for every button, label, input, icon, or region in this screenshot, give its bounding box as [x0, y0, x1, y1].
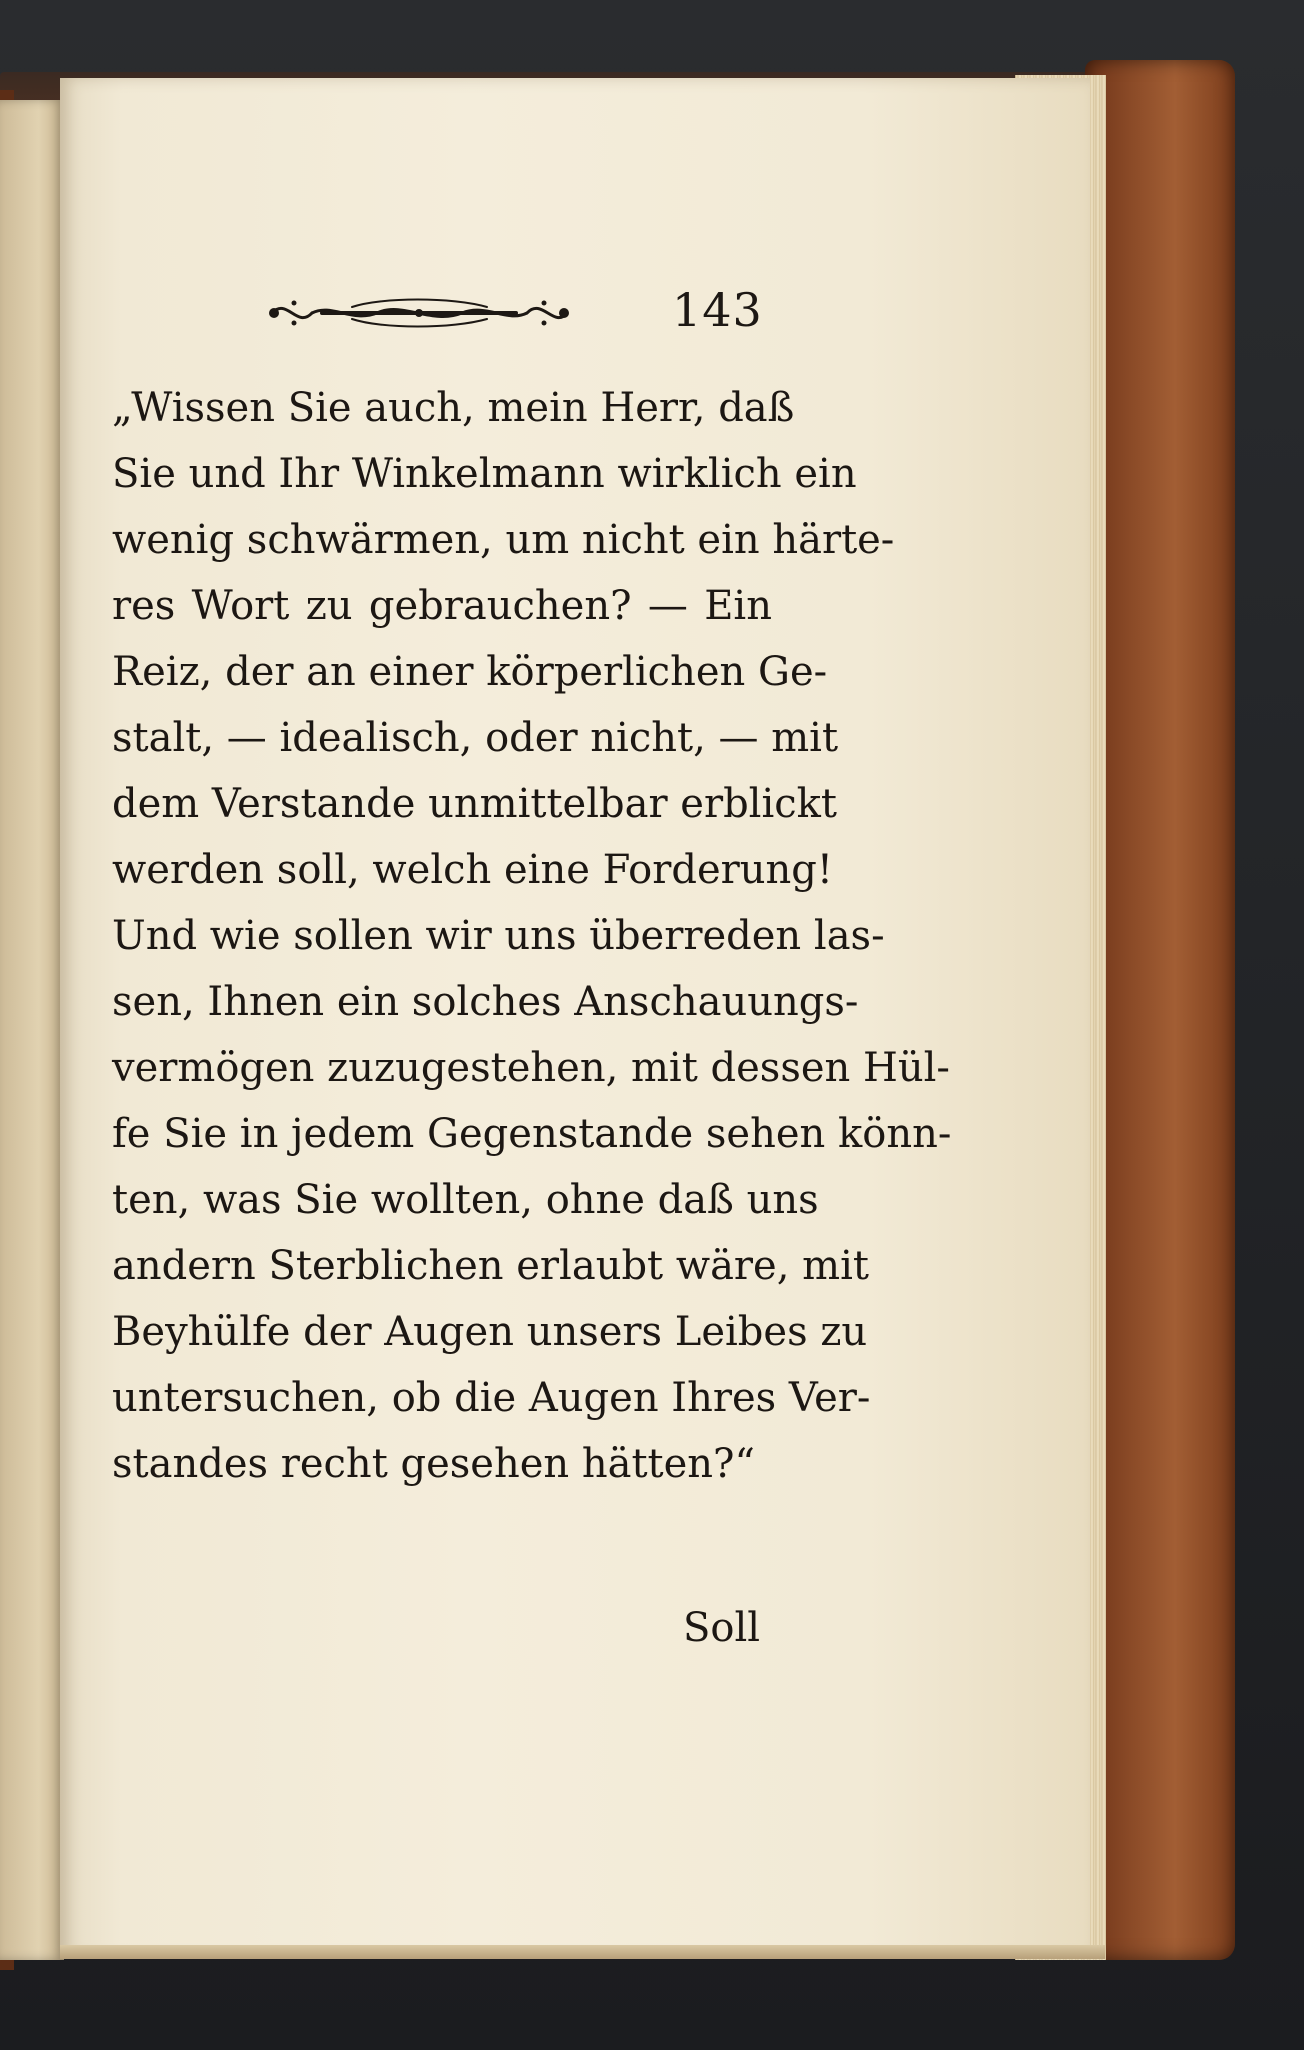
text-line: Beyhülfe der Augen unsers Leibes zu — [112, 1309, 868, 1355]
body-text — [112, 375, 952, 1497]
text-line: res Wort zu gebrauchen? — Ein — [112, 583, 772, 629]
text-line: andern Sterblichen erlaubt wäre, mit — [112, 1243, 869, 1289]
facing-page-left — [0, 100, 64, 1960]
book-cover-right — [1085, 60, 1235, 1960]
text-line: ten, was Sie wollten, ohne daß uns — [112, 1177, 819, 1223]
text-line: Reiz, der an einer körperlichen Ge- — [112, 649, 828, 695]
text-line: Und wie sollen wir uns überreden las- — [112, 913, 885, 959]
text-line: untersuchen, ob die Augen Ihres Ver- — [112, 1375, 871, 1421]
text-line: fe Sie in jedem Gegenstande sehen könn- — [112, 1111, 952, 1157]
catchword: Soll — [683, 1605, 761, 1651]
text-line: standes recht gesehen hätten?“ — [112, 1441, 755, 1487]
page-number: 143 — [672, 283, 763, 337]
text-line: „Wissen Sie auch, mein Herr, daß — [112, 385, 795, 431]
text-line: sen, Ihnen ein solches Anschauungs- — [112, 979, 859, 1025]
text-line: wenig schwärmen, um nicht ein härte- — [112, 517, 895, 563]
text-line: stalt, — idealisch, oder nicht, — mit — [112, 715, 839, 761]
text-line: dem Verstande unmittelbar erblickt — [112, 781, 837, 827]
text-line: Sie und Ihr Winkelmann wirklich ein — [112, 451, 857, 497]
text-line: werden soll, welch eine Forderung! — [112, 847, 833, 893]
header-ornament-icon — [262, 285, 576, 341]
text-line: vermögen zuzugestehen, mit dessen Hül- — [112, 1045, 950, 1091]
page-bottom-edge — [60, 1945, 1105, 1959]
